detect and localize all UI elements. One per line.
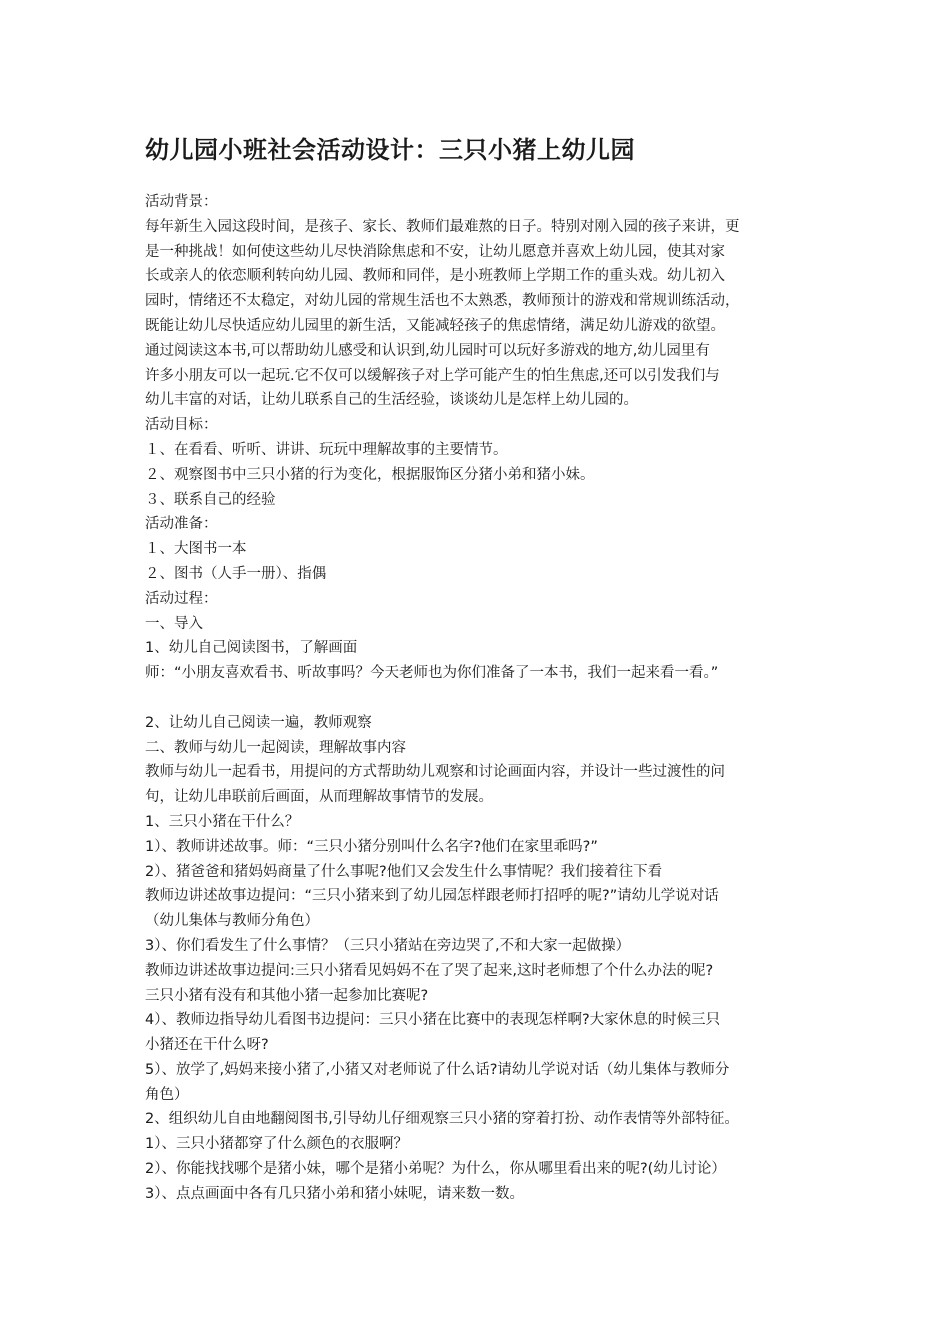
text-line: 2）、你能找找哪个是猪小妹，哪个是猪小弟呢？为什么，你从哪里看出来的呢?(幼儿讨论） <box>145 1161 726 1178</box>
text-line: 3）、你们看发生了什么事情？（三只小猪站在旁边哭了,不和大家一起做操） <box>145 937 631 954</box>
text-line: 3）、点点画面中各有几只猪小弟和猪小妹呢，请来数一数。 <box>145 1185 524 1202</box>
text-line: 2、组织幼儿自由地翻阅图书,引导幼儿仔细观察三只小猪的穿着打扮、动作表情等外部特征。 <box>145 1111 739 1128</box>
document-title: 幼儿园小班社会活动设计：三只小猪上幼儿园 <box>145 136 635 164</box>
text-line: 通过阅读这本书,可以帮助幼儿感受和认识到,幼儿园时可以玩好多游戏的地方,幼儿园里有 <box>145 342 710 359</box>
text-line: 幼儿丰富的对话，让幼儿联系自己的生活经验，谈谈幼儿是怎样上幼儿园的。 <box>145 392 638 409</box>
text-line: 许多小朋友可以一起玩.它不仅可以缓解孩子对上学可能产生的怕生焦虑,还可以引发我们与 <box>145 367 720 384</box>
text-line: 角色） <box>145 1086 189 1103</box>
text-line: 5）、放学了,妈妈来接小猪了,小猪又对老师说了什么话?请幼儿学说对话（幼儿集体与教师分 <box>145 1061 730 1078</box>
blank-line <box>145 686 825 711</box>
text-line: 活动目标： <box>145 417 218 434</box>
text-line: 活动过程： <box>145 590 218 607</box>
text-line: 长或亲人的依恋顺利转向幼儿园、教师和同伴，是小班教师上学期工作的重头戏。幼儿初入 <box>145 268 725 285</box>
text-line: 二、教师与幼儿一起阅读，理解故事内容 <box>145 739 406 756</box>
text-line: 教师边讲述故事边提问：“三只小猪来到了幼儿园怎样跟老师打招呼的呢?”请幼儿学说对话 <box>145 888 719 905</box>
text-line: ２、观察图书中三只小猪的行为变化，根据服饰区分猪小弟和猪小妹。 <box>145 466 595 483</box>
text-line: 三只小猪有没有和其他小猪一起参加比赛呢? <box>145 987 429 1004</box>
text-line: 师：“小朋友喜欢看书、听故事吗？今天老师也为你们准备了一本书，我们一起来看一看。” <box>145 665 719 682</box>
text-line: 教师边讲述故事边提问:三只小猪看见妈妈不在了哭了起来,这时老师想了个什么办法的呢? <box>145 962 714 979</box>
text-line: ２、图书（人手一册）、指偶 <box>145 565 327 582</box>
text-line: １、大图书一本 <box>145 541 247 558</box>
text-line: 2、让幼儿自己阅读一遍，教师观察 <box>145 714 372 731</box>
text-line: 小猪还在干什么呀? <box>145 1037 269 1054</box>
text-line: 既能让幼儿尽快适应幼儿园里的新生活，又能减轻孩子的焦虑情绪，满足幼儿游戏的欲望。 <box>145 317 725 334</box>
text-line: ３、联系自己的经验 <box>145 491 276 508</box>
text-line: １、在看看、听听、讲讲、玩玩中理解故事的主要情节。 <box>145 441 508 458</box>
text-line: 句，让幼儿串联前后画面，从而理解故事情节的发展。 <box>145 789 493 806</box>
text-line: 1、三只小猪在干什么？ <box>145 813 300 830</box>
text-line: 是一种挑战！如何使这些幼儿尽快消除焦虑和不安，让幼儿愿意并喜欢上幼儿园，使其对家 <box>145 243 725 260</box>
text-line: 1）、教师讲述故事。师：“三只小猪分别叫什么名字?他们在家里乖吗?” <box>145 838 598 855</box>
text-line: 园时，情绪还不太稳定，对幼儿园的常规生活也不太熟悉，教师预计的游戏和常规训练活动， <box>145 293 740 310</box>
text-line: 1）、三只小猪都穿了什么颜色的衣服啊？ <box>145 1136 408 1153</box>
text-line: 1、幼儿自己阅读图书，了解画面 <box>145 640 358 657</box>
text-line: 教师与幼儿一起看书，用提问的方式帮助幼儿观察和讨论画面内容，并设计一些过渡性的问 <box>145 764 725 781</box>
text-line: （幼儿集体与教师分角色） <box>145 913 319 930</box>
text-line: 4）、教师边指导幼儿看图书边提问：三只小猪在比赛中的表现怎样啊?大家休息的时候三只 <box>145 1012 721 1029</box>
text-line: 一、导入 <box>145 615 203 632</box>
text-line: 每年新生入园这段时间，是孩子、家长、教师们最难熬的日子。特别对刚入园的孩子来讲，更 <box>145 218 740 235</box>
text-line: 活动准备： <box>145 516 218 533</box>
text-line: 活动背景： <box>145 194 218 210</box>
document-body <box>145 190 825 1207</box>
text-line: 2）、猪爸爸和猪妈妈商量了什么事呢?他们又会发生什么事情呢？我们接着往下看 <box>145 863 663 880</box>
